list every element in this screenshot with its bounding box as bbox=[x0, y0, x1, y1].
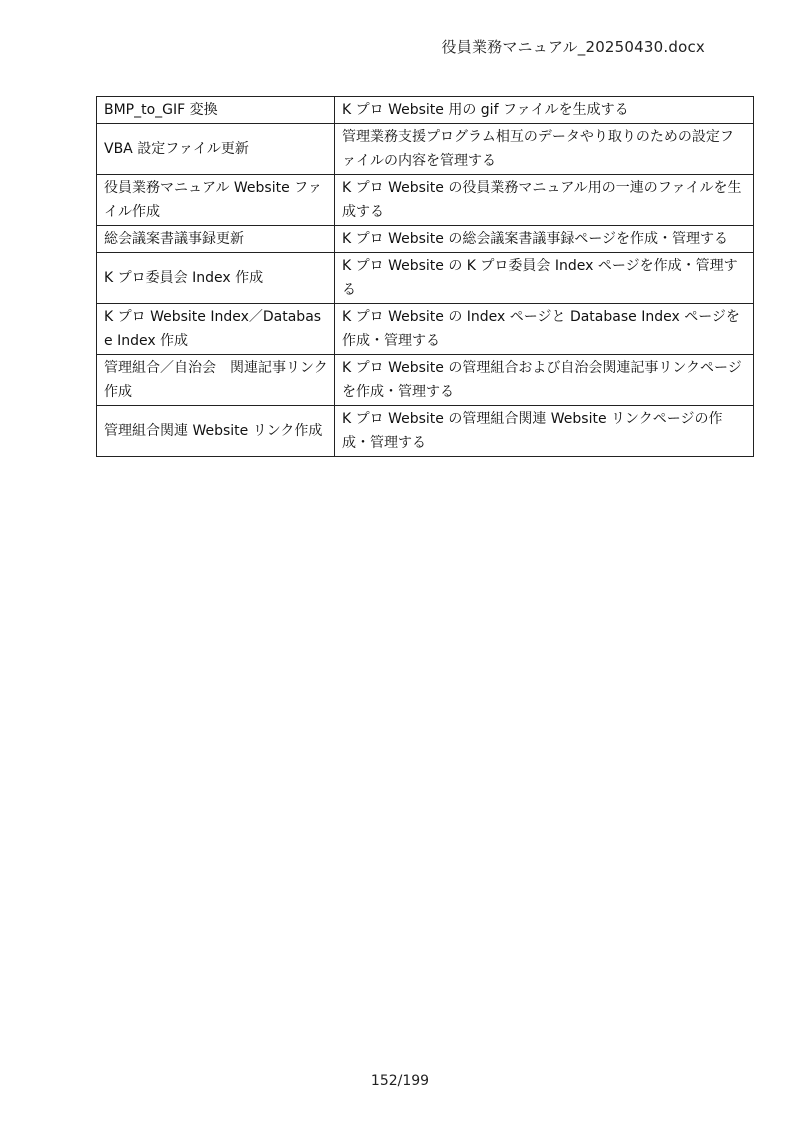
program-description-cell: K プロ Website の総会議案書議事録ページを作成・管理する bbox=[335, 226, 754, 253]
program-name-cell: 役員業務マニュアル Website ファイル作成 bbox=[97, 175, 335, 226]
program-description-cell: K プロ Website の管理組合関連 Website リンクページの作成・管理する bbox=[335, 406, 754, 457]
program-name-cell: VBA 設定ファイル更新 bbox=[97, 124, 335, 175]
program-name-cell: K プロ Website Index／Database Index 作成 bbox=[97, 304, 335, 355]
table-row bbox=[97, 124, 754, 175]
table-row bbox=[97, 253, 754, 304]
program-description-cell: K プロ Website の管理組合および自治会関連記事リンクページを作成・管理する bbox=[335, 355, 754, 406]
program-description-cell: K プロ Website の Index ページと Database Index ページを作成・管理する bbox=[335, 304, 754, 355]
table-row bbox=[97, 406, 754, 457]
table-row bbox=[97, 226, 754, 253]
page-number: 152/199 bbox=[370, 1073, 430, 1089]
program-description-cell: K プロ Website の K プロ委員会 Index ページを作成・管理する bbox=[335, 253, 754, 304]
program-description-cell: K プロ Website 用の gif ファイルを生成する bbox=[335, 97, 754, 124]
program-description-cell: K プロ Website の役員業務マニュアル用の一連のファイルを生成する bbox=[335, 175, 754, 226]
program-name-cell: K プロ委員会 Index 作成 bbox=[97, 253, 335, 304]
table-row bbox=[97, 304, 754, 355]
program-name-cell: 管理組合／自治会 関連記事リンク作成 bbox=[97, 355, 335, 406]
document-filename-header: 役員業務マニュアル_20250430.docx bbox=[441, 38, 705, 56]
table-row bbox=[97, 355, 754, 406]
program-name-cell: BMP_to_GIF 変換 bbox=[97, 97, 335, 124]
table-row bbox=[97, 97, 754, 124]
table-row bbox=[97, 175, 754, 226]
program-name-cell: 総会議案書議事録更新 bbox=[97, 226, 335, 253]
program-description-cell: 管理業務支援プログラム相互のデータやり取りのための設定ファイルの内容を管理する bbox=[335, 124, 754, 175]
program-list-table bbox=[96, 96, 754, 457]
program-name-cell: 管理組合関連 Website リンク作成 bbox=[97, 406, 335, 457]
